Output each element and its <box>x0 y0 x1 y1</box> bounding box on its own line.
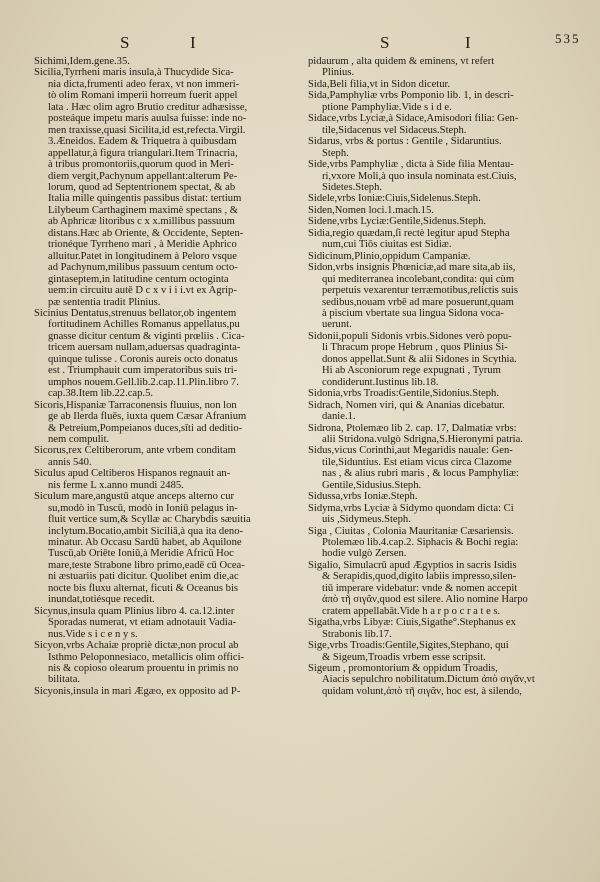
entry-line: ge ab Ilerda fluēs, iuxta quem Cæsar Afranium <box>48 411 247 423</box>
dictionary-entry <box>308 205 580 216</box>
dictionary-entry <box>308 400 580 423</box>
dictionary-entry <box>308 79 580 90</box>
entry-headline: Sicorus,rex Celtiberorum, ante vrbem conditam <box>34 445 236 457</box>
entry-line: minatur. Ab Occasu Sardū habet, ab Aquilone <box>48 537 242 549</box>
entry-line: ad Pachynum,milibus passuum centum octo- <box>48 262 238 274</box>
entry-line: nem compulit. <box>48 433 110 445</box>
entry-line: quidam volunt,ἀπὸ τῆ σιγᾶν, hoc est, à silendo, <box>322 685 522 697</box>
entry-headline: Sidus,vicus Corinthi,aut Megaridis nauale: Gen- <box>308 445 513 457</box>
entry-line: inundat,totiésque recedit. <box>48 594 155 606</box>
dictionary-entry <box>34 400 304 446</box>
entry-headline: Sicinius Dentatus,strenuus bellator,ob ingentem <box>34 307 237 319</box>
entry-headline: Sigatha,vrbs Libyæ: Ciuis,Sigathe°.Stephanus ex <box>308 617 516 629</box>
entry-headline: Sigalio, Simulacrū apud Ægyptios in sacris Isidis <box>308 559 517 571</box>
entry-line: trionéque Tyrrheno mari , à Meridie Aphrico <box>48 239 237 251</box>
page-number: 535 <box>555 31 581 46</box>
entry-line: nis ferme L x.anno mundi 2485. <box>48 479 184 491</box>
dictionary-entry <box>308 560 580 617</box>
entry-line: & Sigeum,Troadis vrbem esse scripsit. <box>322 651 486 663</box>
dictionary-entry <box>308 193 580 204</box>
entry-line: gnasse dicitur centum & viginti prœliis . Cica- <box>48 330 245 342</box>
entry-line: Lilybeum Carthaginem maximè spectans , & <box>48 204 239 216</box>
entry-line: bilitata. <box>48 674 81 686</box>
entry-line: est . Triumphauit cum imperatoribus suis tri- <box>48 365 238 377</box>
entry-line: li Thracum prope Hebrum , quos Plinius Si- <box>322 342 508 354</box>
entry-line: num,cui Tiōs ciuitas est Sidiæ. <box>322 239 452 251</box>
entry-line: men traxisse,quasi Sicilita,id est,refecta.Virgil. <box>48 124 246 136</box>
entry-line: fortitudinem Achilles Romanus appellatus,pu <box>48 319 240 331</box>
entry-line: alii Stridona.vulgò Sdrigna,S.Hieronymi patria. <box>322 433 523 445</box>
entry-headline: Siculus apud Celtiberos Hispanos regnauit an- <box>34 468 231 480</box>
entry-headline: Sigeum , promontorium & oppidum Troadis, <box>308 663 498 675</box>
right-head-letter-i: I <box>465 33 473 52</box>
dictionary-entry <box>308 491 580 502</box>
entry-headline: Sidrach, Nomen viri, qui & Ananias dicebatur. <box>308 399 505 411</box>
entry-headline: Sicyon,vrbs Achaiæ propriè dictæ,non procul ab <box>34 640 239 652</box>
dictionary-entry <box>308 331 580 388</box>
entry-headline: Siculum mare,angustū atque anceps alterno cur <box>34 491 235 503</box>
entry-headline: Sidene,vrbs Lyciæ:Gentile,Sidenus.Steph. <box>308 216 487 228</box>
left-head-letter-i: I <box>190 33 198 52</box>
entry-headline: Sidussa,vrbs Ioniæ.Steph. <box>308 491 418 503</box>
entry-headline: Sige,vrbs Troadis:Gentile,Sigites,Stephano, qui <box>308 640 509 652</box>
entry-headline: Siga , Ciuitas , Colonia Mauritaniæ Cæsariensis. <box>308 525 514 537</box>
dictionary-entry <box>308 113 580 136</box>
dictionary-entry <box>308 526 580 560</box>
dictionary-entry <box>34 67 304 308</box>
entry-line: nocte bis fluxu alternat, ficuti & Oceanus bis <box>48 582 239 594</box>
entry-line: uerunt. <box>322 319 352 331</box>
entry-line: diem vergit,Pachynum appellant:alterum Pe- <box>48 170 238 182</box>
dictionary-entry <box>34 56 304 67</box>
dictionary-entry <box>308 159 580 193</box>
dictionary-entry <box>308 617 580 640</box>
dictionary-entry <box>34 445 304 468</box>
entry-headline: Sicilia,Tyrrheni maris insula,à Thucydide Sica- <box>34 67 234 79</box>
entry-line: fluit vertice sum,& Scyllæ ac Charybdis sæuitia <box>48 514 251 526</box>
entry-line: ptione Pamphyliæ.Vide s i d e. <box>322 101 452 113</box>
entry-line: hodie vulgò Zersen. <box>322 548 407 560</box>
entry-headline: Sida,Pamphyliæ vrbs Pomponio lib. 1, in descri- <box>308 90 514 102</box>
entry-line: ni æstuariis pati dicitur. Quolibet enim die,ac <box>48 571 239 583</box>
entry-line: lorum, quod ad Septentrionem spectat, & ab <box>48 181 236 193</box>
entry-line: uem:in circuitu autē D c x v i i i.vt ex Agrip- <box>48 285 237 297</box>
entry-line: nus.Vide s i c e n y s. <box>48 628 138 640</box>
dictionary-entry <box>34 468 304 491</box>
dictionary-entry <box>34 640 304 686</box>
entry-line: tiū imperare videbatur: vnde & nomen accepit <box>322 582 518 594</box>
dictionary-entry <box>308 262 580 331</box>
entry-headline: Sidace,vrbs Lyciæ,à Sidace,Amisodori filia: Gen- <box>308 113 519 125</box>
entry-line: Sidetes.Steph. <box>322 181 383 193</box>
entry-line: mare,teste Strabone libro primo,eadē cū Ocea- <box>48 559 245 571</box>
entry-headline: pidaurum , alta quidem & eminens, vt refert <box>308 56 495 67</box>
entry-line: alluitur.Patet in longitudinem à Peloro vsque <box>48 250 237 262</box>
entry-headline: Sidonia,vrbs Troadis:Gentile,Sidonius.Steph. <box>308 388 499 400</box>
entry-line: Tuscū,ab Oriēte Ioniū,à Meridie Africū Hoc <box>48 548 234 560</box>
entry-line: appellatur,à figura triangulari.Item Trinacria, <box>48 147 238 159</box>
dictionary-entry <box>308 136 580 159</box>
entry-line: tile,Siduntius. Est etiam vicus circa Clazome <box>322 456 512 468</box>
entry-line: Plinius. <box>322 67 355 79</box>
entry-line: à tribus promontoriis,quorum quod in Meri- <box>48 159 234 171</box>
dictionary-entry <box>308 388 580 399</box>
dictionary-entry <box>308 216 580 227</box>
entry-headline: Sidonii,populi Sidonis vrbis.Sidones verò popu- <box>308 330 512 342</box>
entry-line: Ptolemæo lib.4.cap.2. Siphacis & Bochi regia: <box>322 537 519 549</box>
entry-line: lata . Hæc olim agro Brutio creditur adhæsisse, <box>48 101 248 113</box>
dictionary-entry <box>308 251 580 262</box>
entry-headline: Sidon,vrbs insignis Phœniciæ,ad mare sita,ab iis, <box>308 262 516 274</box>
entry-line: annis 540. <box>48 456 92 468</box>
entry-line: posteáque impetu maris auulsa fuisse: inde no- <box>48 113 247 125</box>
entry-line: pæ sententia tradit Plinius. <box>48 296 161 308</box>
entry-headline: Sidarus, vrbs & portus : Gentile , Sidaruntius. <box>308 136 502 148</box>
dictionary-entry <box>308 228 580 251</box>
entry-line: condiderunt.Iustinus lib.18. <box>322 376 439 388</box>
entry-line: distans.Hæc ab Oriente, & Occidente, Septen- <box>48 227 244 239</box>
dictionary-entry <box>34 491 304 606</box>
entry-line: nis & copioso olearum prouentu in primis no <box>48 663 239 675</box>
entry-line: donos appellat.Sunt & alii Sidones in Scythia. <box>322 353 517 365</box>
entry-line: & Serapidis,quod,digito labiis impresso,silen- <box>322 571 517 583</box>
entry-line: tricem auersam nullam,aduersas quadraginta- <box>48 342 241 354</box>
entry-line: Aiacis sepulchro nobilitatum.Dictum ἀπὸ σιγᾶν,vt <box>322 674 535 686</box>
entry-line: tile,Sidacenus vel Sidaceus.Steph. <box>322 124 467 136</box>
dictionary-entry <box>34 606 304 640</box>
entry-headline: Sichimi,Idem.gene.35. <box>34 56 130 67</box>
entry-line: Italia mille quingentis passibus distat: tertium <box>48 193 242 205</box>
entry-headline: Sicynus,insula quam Plinius libro 4. ca.12.inter <box>34 605 235 617</box>
entry-line: ἀπὸ τῆ σιγᾶν,quod est silere. Alio nomine Harpo <box>322 594 528 606</box>
entry-headline: Sida,Beli filia,vt in Sidon dicetur. <box>308 78 451 90</box>
entry-headline: Siden,Nomen loci.1.mach.15. <box>308 204 434 216</box>
entry-headline: Sicoris,Hispaniæ Tarraconensis fluuius, non lon <box>34 399 237 411</box>
entry-line: cratem appellabāt.Vide h a r p o c r a t e s. <box>322 605 501 617</box>
entry-line: nia dicta,frumenti adeo ferax, vt non immeri- <box>48 78 240 90</box>
entry-line: perpetuis vexarentur terræmotibus,relictis suis <box>322 285 518 297</box>
entry-headline: Side,vrbs Pamphyliæ , dicta à Side filia Mentau- <box>308 159 514 171</box>
entry-headline: Sicyonis,insula in mari Ægæo, ex opposito ad P- <box>34 685 241 697</box>
dictionary-entry <box>308 90 580 113</box>
entry-headline: Sidyma,vrbs Lyciæ à Sidymo quondam dicta: Ci <box>308 502 514 514</box>
entry-line: nas , & alius rubri maris , & locus Pamphyliæ: <box>322 468 519 480</box>
left-column <box>34 56 304 697</box>
entry-line: qui mediterranea incolebant,condita: qui cùm <box>322 273 515 285</box>
entry-line: tò olim Romani imperii horreum fuerit appel <box>48 90 238 102</box>
entry-line: uis ,Sidymeus.Steph. <box>322 514 411 526</box>
entry-line: Strabonis lib.17. <box>322 628 392 640</box>
dictionary-entry <box>308 640 580 663</box>
dictionary-entry <box>308 423 580 446</box>
dictionary-entry <box>34 308 304 400</box>
entry-line: sedibus,nouam vrbē ad mare posuerunt,quam <box>322 296 514 308</box>
entry-line: su,modò in Tuscū, modò in Ioniū pelagus in- <box>48 502 238 514</box>
left-head-letter-s: S <box>120 33 132 52</box>
entry-line: ri,vxore Moli,à quo insula nominata est.Ciuis, <box>322 170 517 182</box>
entry-line: cap.38.Item lib.22.cap.5. <box>48 388 154 400</box>
entry-headline: Sidia,regio quædam,ſi rectè legitur apud Stepha <box>308 227 510 239</box>
entry-line: gintaseptem,in latitudine centum octoginta <box>48 273 229 285</box>
entry-headline: Sidrona, Ptolemæo lib 2. cap. 17, Dalmatiæ vrbs: <box>308 422 517 434</box>
entry-line: Steph. <box>322 147 349 159</box>
entry-line: Isthmo Peloponnesiaco, metallicis olim offici- <box>48 651 245 663</box>
entry-line: Sporadas numerat, vt etiam adnotauit Vadia- <box>48 617 237 629</box>
entry-line: ab Aphricæ litoribus c x x.millibus passuum <box>48 216 235 228</box>
entry-line: umphos nouem.Gell.lib.2.cap.11.Plin.libro 7. <box>48 376 239 388</box>
entry-line: à piscium vbertate sua lingua Sidona voca- <box>322 307 504 319</box>
entry-line: Hi ab Asconiorum rege expugnati , Tyrum <box>322 365 501 377</box>
entry-line: inclytum.Bocatio,ambit Siciliā,à qua ita deno- <box>48 525 244 537</box>
right-column <box>308 56 580 697</box>
dictionary-entry <box>308 663 580 697</box>
entry-line: & Petreium,Pompeianos duces,sīti ad deditio- <box>48 422 243 434</box>
right-head-letter-s: S <box>380 33 392 52</box>
entry-headline: Sidele,vrbs Ioniæ:Ciuis,Sidelenus.Steph. <box>308 193 481 205</box>
dictionary-entry <box>308 445 580 491</box>
entry-line: danie.1. <box>322 411 356 423</box>
dictionary-entry <box>308 503 580 526</box>
dictionary-entry <box>308 56 580 79</box>
entry-headline: Sidicinum,Plinio,oppidum Campaniæ. <box>308 250 471 262</box>
entry-line: Gentile,Sidusius.Steph. <box>322 479 422 491</box>
dictionary-entry <box>34 686 304 697</box>
entry-line: 3.Æneidos. Eadem & Triquetra à quibusdam <box>48 136 237 148</box>
entry-line: quinque tulisse . Coronis aureis octo donatus <box>48 353 238 365</box>
